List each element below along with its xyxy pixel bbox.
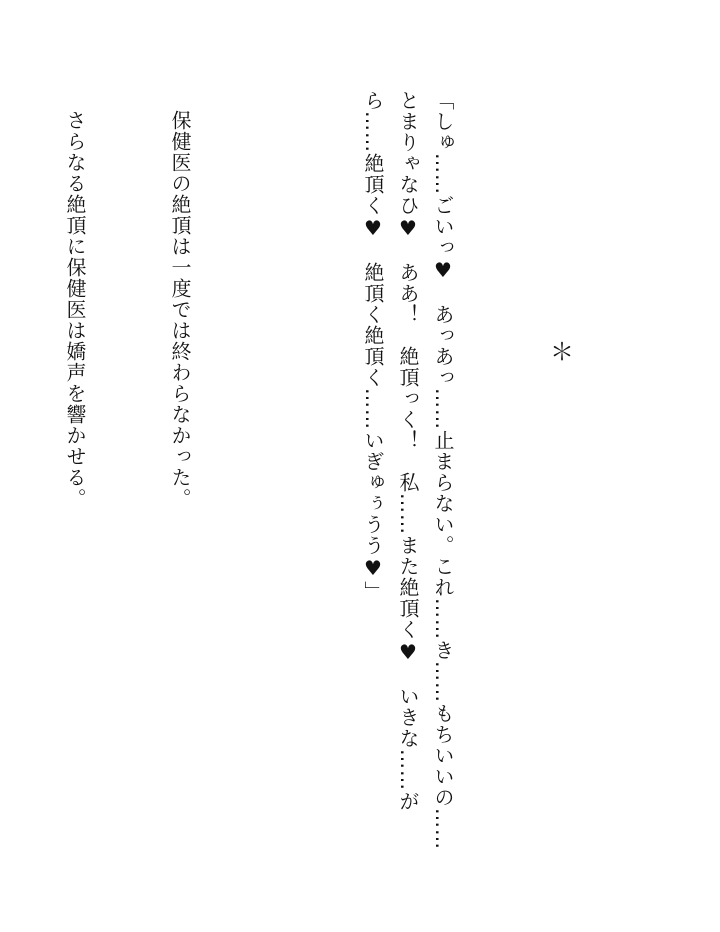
scene-break-marker: ＊ [550,338,574,366]
narration-paragraph: さらなる絶頂に保健医は嬌声を響かせる。 [63,110,87,509]
body-text [0,90,530,850]
narration-paragraph: 保健医の絶頂は一度では終わらなかった。 [168,110,192,509]
dialogue-paragraph: 「しゅ……ごいっ♥ あっあっ……止まらない。これ……き……もちいいの……とまりゃなひ♥ ああ！ 絶頂っく！ 私……また絶頂く♥ いきな……がら……絶頂く♥ 絶頂く絶頂く……いぎゅぅうう♥」 [361,90,455,850]
paragraph-spacer [267,90,285,850]
